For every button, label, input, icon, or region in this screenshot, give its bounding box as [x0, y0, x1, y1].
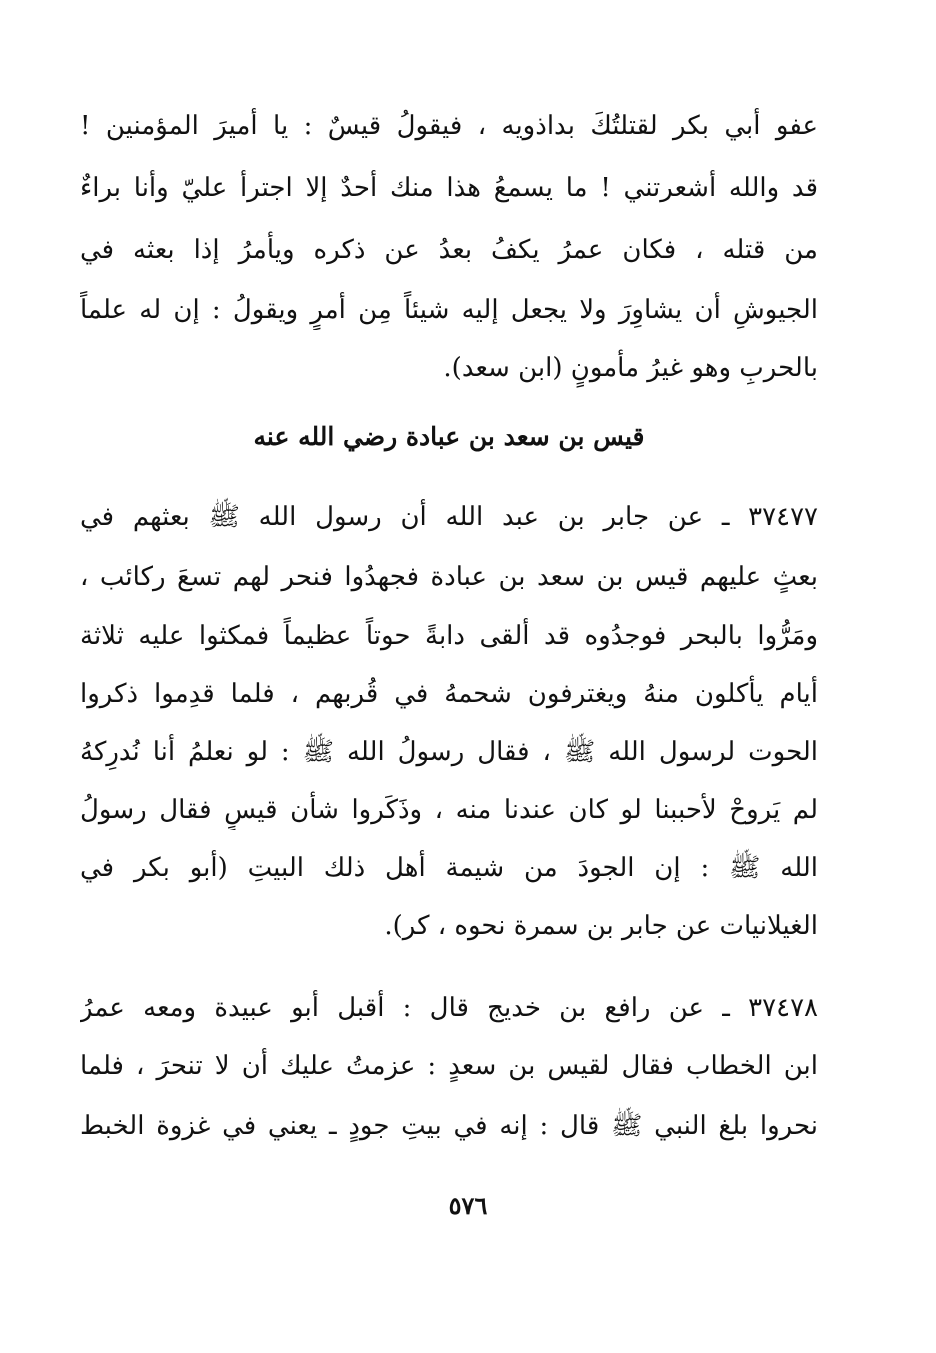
- text-line: الجيوشِ أن يشاوِرَ ولا يجعل إليه شيئاً مِن أمرٍ ويقولُ : إن له علماً: [80, 295, 818, 325]
- text-line: الله ﷺ : إن الجودَ من شيمة أهل ذلك البيتِ (أبو بكر في: [80, 853, 818, 883]
- text-line: ومَرُّوا بالبحر فوجدُوه قد ألقى دابةً حوتاً عظيماً فمكثوا عليه ثلاثة: [80, 621, 818, 651]
- text-line: من قتله ، فكان عمرُ يكفُ بعدُ عن ذكره ويأمرُ إذا بعثه في: [80, 235, 818, 265]
- text-line: لم يَروحْ لأحببنا لو كان عندنا منه ، وذَكَروا شأن قيسٍ فقال رسولُ: [80, 795, 818, 825]
- text-line: أيام يأكلون منهُ ويغترفون شحمهُ في قُربهم ، فلما قدِموا ذكروا: [80, 679, 818, 709]
- text-line: عفو أبي بكر لقتلتُكَ بداذويه ، فيقولُ قيسٌ : يا أميرَ المؤمنين !: [80, 111, 818, 141]
- text-line: الحوت لرسول الله ﷺ ، فقال رسولُ الله ﷺ : لو نعلمُ أنا نُدرِكهُ: [80, 737, 818, 767]
- text-line: قد والله أشعرتني ! ما يسمعُ هذا منك أحدٌ إلا اجترأ عليّ وأنا براءٌ: [80, 173, 818, 203]
- text-line: ٣٧٤٧٨ ـ عن رافع بن خديج قال : أقبل أبو عبيدة ومعه عمرُ: [80, 993, 818, 1023]
- text-line: ابن الخطاب فقال لقيس بن سعدٍ : عزمتُ عليك أن لا تنحرَ ، فلما: [80, 1051, 818, 1081]
- page-number: ٥٧٦: [448, 1191, 488, 1220]
- text-line: ٣٧٤٧٧ ـ عن جابر بن عبد الله أن رسول الله ﷺ بعثهم في: [80, 502, 818, 532]
- section-heading: قيس بن سعد بن عبادة رضي الله عنه: [253, 422, 645, 451]
- text-line: نحروا بلغ النبي ﷺ قال : إنه في بيتِ جودٍ ـ يعني في غزوة الخبط: [80, 1111, 818, 1141]
- text-line: الغيلانيات عن جابر بن سمرة نحوه ، كر).: [384, 911, 818, 941]
- text-line: بعثٍ عليهم قيس بن سعد بن عبادة فجهدُوا فنحر لهم تسعَ ركائب ،: [80, 562, 818, 592]
- text-line: بالحربِ وهو غيرُ مأمونٍ (ابن سعد).: [443, 353, 818, 383]
